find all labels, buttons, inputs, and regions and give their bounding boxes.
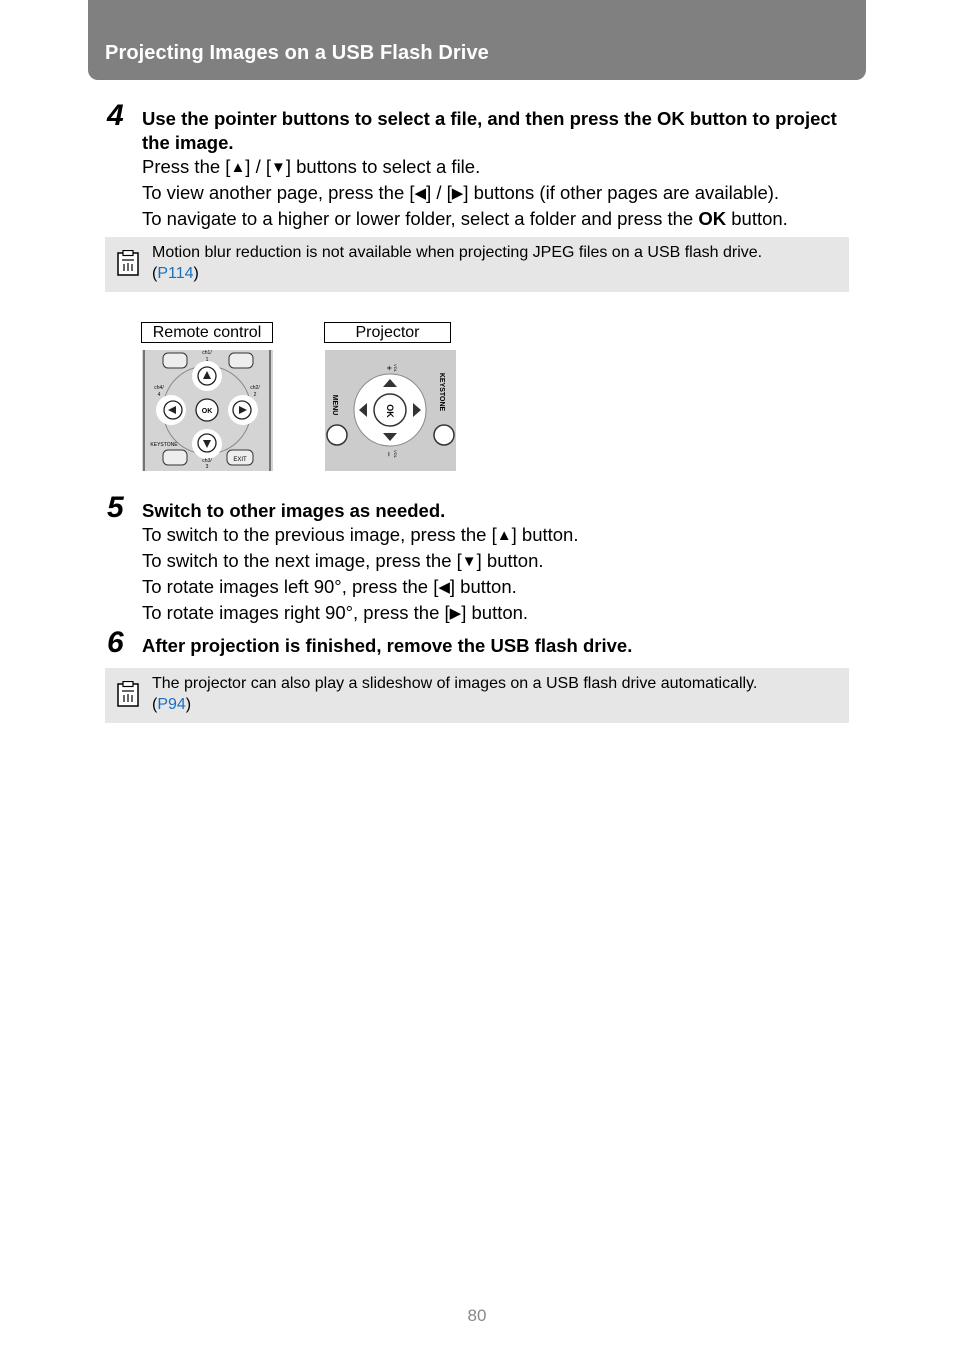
step-4-line-1: Press the [▲] / [▼] buttons to select a file. [142, 155, 854, 181]
svg-text:ch4/: ch4/ [154, 385, 164, 391]
step-5-line-2: To switch to the next image, press the [▼] button. [142, 549, 854, 575]
note-2-text: The projector can also play a slideshow of images on a USB flash drive automatically. (P94) [152, 675, 758, 713]
remote-keystone-text: KEYSTONE [150, 442, 178, 448]
remote-exit-text: EXIT [233, 457, 247, 463]
projector-menu-text: MENU [331, 394, 338, 416]
svg-text:VOL: VOL [393, 449, 398, 459]
svg-text:ch3/: ch3/ [202, 458, 212, 464]
step-5-number: 5 [107, 491, 124, 524]
step-4-heading: Use the pointer buttons to select a file, and then press the OK button to project the image. [142, 108, 837, 153]
step-5-line-1: To switch to the previous image, press the [▲] button. [142, 523, 854, 549]
remote-control-image [142, 350, 273, 471]
header-title: Projecting Images on a USB Flash Drive [105, 42, 489, 64]
svg-text:ch2/: ch2/ [250, 385, 260, 391]
svg-text:ch1/: ch1/ [202, 350, 212, 356]
svg-text:3: 3 [205, 464, 209, 470]
step-4-body [142, 107, 854, 231]
svg-text:1: 1 [205, 357, 209, 363]
step-5-body [142, 499, 854, 627]
projector-ok-text: OK [385, 404, 395, 418]
step-5-line-3: To rotate images left 90°, press the [◀] button. [142, 575, 854, 601]
left-arrow-icon: ◀ [414, 185, 427, 202]
projector-label: Projector [324, 322, 451, 343]
svg-text:−: − [384, 451, 394, 457]
svg-text:2: 2 [253, 392, 257, 398]
right-arrow-icon: ▶ [451, 185, 464, 202]
left-arrow-icon: ◀ [438, 579, 450, 596]
step-4-line-2: To view another page, press the [◀] / [▶] buttons (if other pages are available). [142, 181, 854, 207]
page-header [88, 0, 866, 80]
remote-control-label: Remote control [141, 322, 273, 343]
note-box-1 [105, 237, 849, 292]
right-arrow-icon: ▶ [449, 605, 462, 622]
svg-text:4: 4 [157, 392, 161, 398]
step-4-line-3: To navigate to a higher or lower folder, select a folder and press the OK button. [142, 208, 788, 229]
step-5-heading: Switch to other images as needed. [142, 500, 446, 521]
memo-icon [117, 681, 139, 707]
note-1-text: Motion blur reduction is not available when projecting JPEG files on a USB flash drive. (P114) [152, 244, 763, 282]
up-arrow-icon: ▲ [230, 159, 246, 176]
step-5-line-4: To rotate images right 90°, press the [▶] button. [142, 601, 854, 627]
remote-ok-text: OK [201, 408, 213, 415]
memo-icon [117, 250, 139, 276]
page-link-p94[interactable]: P94 [157, 696, 186, 713]
step-6-number: 6 [107, 626, 124, 659]
projector-panel-image [325, 350, 456, 471]
step-6-heading: After projection is finished, remove the USB flash drive. [142, 635, 633, 656]
svg-text:VOL: VOL [393, 363, 398, 373]
page-link-p114[interactable]: P114 [157, 265, 194, 282]
note-box-2 [105, 668, 849, 723]
svg-text:+: + [384, 365, 394, 371]
up-arrow-icon: ▲ [496, 527, 512, 544]
projector-keystone-text: KEYSTONE [438, 372, 445, 412]
down-arrow-icon: ▼ [271, 159, 286, 176]
down-arrow-icon: ▼ [461, 553, 477, 570]
page-number: 80 [467, 1306, 487, 1325]
step-4-number: 4 [107, 99, 124, 132]
